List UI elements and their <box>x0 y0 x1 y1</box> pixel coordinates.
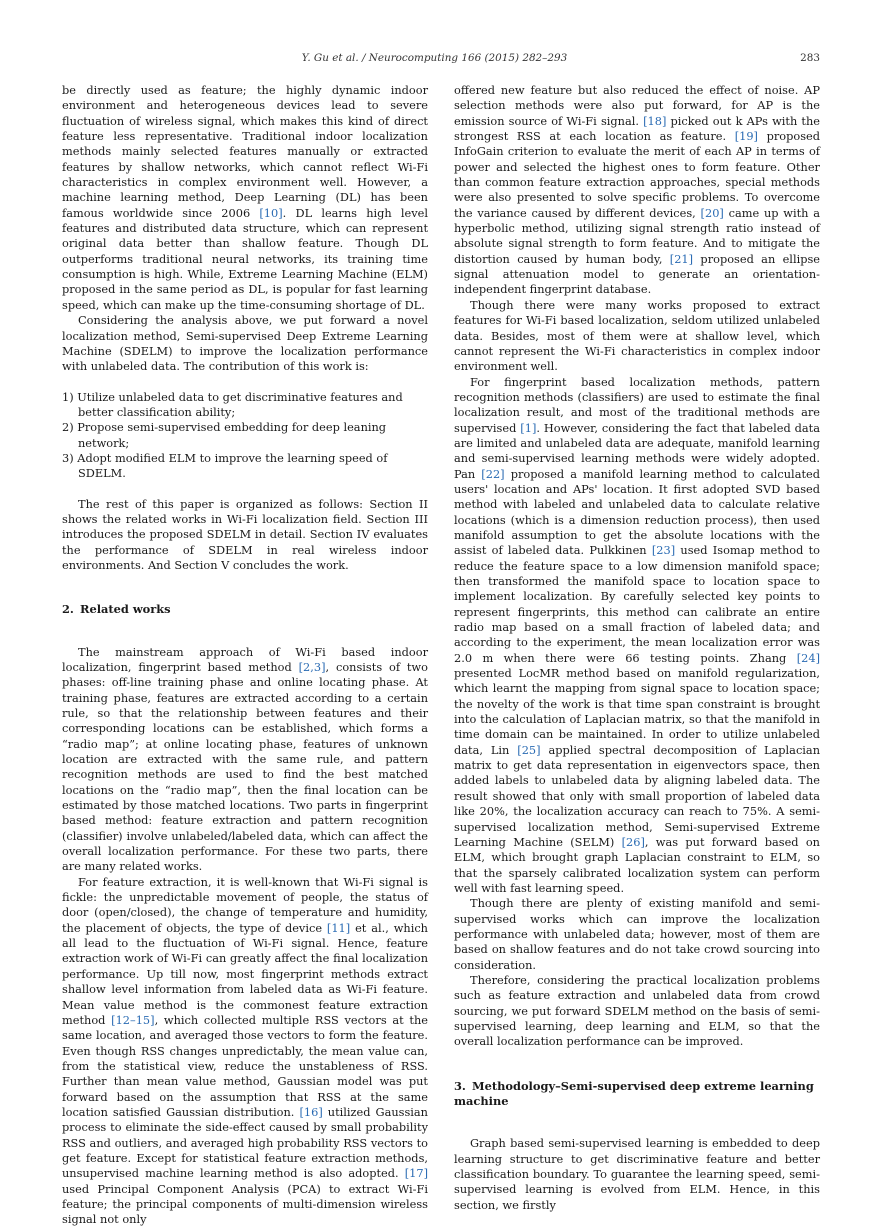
paragraph <box>62 83 428 313</box>
right-column <box>454 83 820 1213</box>
page-number: 283 <box>800 52 820 64</box>
paragraph <box>62 645 428 875</box>
citation-link[interactable]: [26] <box>621 834 645 849</box>
list-item: 1) Utilize unlabeled data to get discriminative features and better classification ability; <box>62 389 403 419</box>
citation-link[interactable]: [25] <box>517 742 541 757</box>
text-run: presented LocMR method based on manifold regularization, which learnt the mapping from signal space to location space; the novelty of the work is that time span constraint is brought into the calculation of Laplacian matrix, so that the manifold in time domain can be maintained. In order to utilize unlabeled data, Lin <box>454 666 820 757</box>
citation-link[interactable]: [21] <box>669 251 694 266</box>
citation-link[interactable]: [22] <box>481 466 505 481</box>
text-run: used Isomap method to reduce the feature space to a low dimension manifold space; then transformed the manifold space to location space to implement localization. By carefully selected key points to represent fingerprints, this method can calibrate an entire radio map based on a small fraction of labeled data; and according to the experiment, the mean localization error was 2.0 m when there were 66 testing points. Zhang <box>454 543 820 665</box>
paragraph <box>454 375 820 897</box>
list-item: 2) Propose semi-supervised embedding for deep leaning network; <box>62 420 387 450</box>
paragraph <box>62 875 428 1228</box>
section-heading <box>62 602 428 617</box>
citation-link[interactable]: [24] <box>796 650 820 665</box>
text-run: proposed a manifold learning method to calculated users' location and APs' location. It first adopted SVD based method with labeled and unlabeled data to calculate relative locations (which is a dimension reduction process), then used manifold assumption to get the absolute locations with the assist of labeled data. Pulkkinen <box>454 466 820 558</box>
paragraph: Considering the analysis above, we put forward a novel localization method, Semi-supervised Deep Extreme Learning Machine (SDELM) to improve the localization performance with unlabeled data. The contribution of this work is: <box>62 313 428 374</box>
citation-link[interactable]: [16] <box>299 1104 323 1119</box>
citation-link[interactable]: [2,3] <box>298 659 326 674</box>
paragraph: Though there are plenty of existing manifold and semi-supervised works which can improve the localization performance with unlabeled data; however, most of them are based on shallow features and do not take crowd sourcing into consideration. <box>454 896 820 972</box>
section-number: 3. <box>454 1078 466 1093</box>
text-run: , consists of two phases: off-line training phase and online locating phase. At training phase, features are extracted according to a certain rule, so that the relationship between features and their corresponding locations can be established, which forms a “radio map”; at online locating phase, features of unknown location are extracted with the same rule, and pattern recognition methods are used to find the best matched locations on the “radio map”, then the final location can be estimated by those matched locations. Two parts in fingerprint based method: feature extraction and pattern recognition (classifier) involve unlabeled/labeled data, which can affect the overall localization performance. For these two parts, there are many related works. <box>62 659 428 874</box>
section-title: Related works <box>80 602 171 617</box>
text-run: used Principal Component Analysis (PCA) to extract Wi-Fi feature; the principal components of multi-dimension wireless signal not only <box>62 1181 428 1227</box>
paragraph: Graph based semi-supervised learning is embedded to deep learning structure to get discriminative feature and better classification boundary. To guarantee the learning speed, semi-supervised learning is evolved from ELM. Hence, in this section, we firstly <box>454 1136 820 1212</box>
text-run: et al., which all lead to the fluctuation of Wi-Fi signal. Hence, feature extraction work of Wi-Fi can greatly affect the final localization performance. Up till now, most fingerprint methods extract shallow level information from labeled data as Wi-Fi feature. Mean value method is the commonest feature extraction method <box>62 920 428 1027</box>
citation-link[interactable]: [23] <box>651 543 676 558</box>
text-run: , was put forward based on ELM, which brought graph Laplacian constraint to ELM, so that the sparsely calibrated localization system can perform well with fast learning speed. <box>454 834 820 895</box>
citation-link[interactable]: [1] <box>520 420 537 435</box>
text-run: applied spectral decomposition of Laplacian matrix to get data representation in eigenvectors space, then added labels to unlabeled data by aligning labeled data. The result showed that only with small proportion of labeled data like 20%, the localization accuracy can reach to 75%. A semi-supervised localization method, Semi-supervised Extreme Learning Machine (SELM) <box>454 742 820 849</box>
text-run: utilized Gaussian process to eliminate the side-effect caused by small probability RSS and outliers, and averaged high probability RSS vectors to get feature. Except for statistical feature extraction methods, unsupervised machine learning method is also adopted. <box>62 1104 428 1181</box>
section-heading <box>454 1079 820 1110</box>
section-title: Methodology–Semi-supervised deep extreme learning machine <box>454 1078 814 1108</box>
text-run: be directly used as feature; the highly dynamic indoor environment and heterogeneous devices lead to severe fluctuation of wireless signal, which makes this kind of direct feature less representative. Traditional indoor localization methods mainly selected features manually or extracted features by shallow networks, which cannot reflect Wi-Fi characteristics in complex environment well. However, a machine learning method, Deep Learning (DL) has been famous worldwide since 2006 <box>62 83 428 220</box>
journal-citation: Y. Gu et al. / Neurocomputing 166 (2015) 282–293 <box>301 52 568 64</box>
text-run: offered new feature but also reduced the effect of noise. AP selection methods were also put forward, for AP is the emission source of Wi-Fi signal. <box>454 83 820 128</box>
text-run: For fingerprint based localization methods, pattern recognition methods (classifiers) are used to estimate the final localization result, and most of the traditional methods are supervised <box>454 374 820 435</box>
text-run: For feature extraction, it is well-known that Wi-Fi signal is fickle: the unpredictable movement of people, the status of door (open/closed), the change of temperature and humidity, the placement of objects, the type of device <box>62 874 428 935</box>
citation-link[interactable]: [18] <box>643 113 667 128</box>
text-run: came up with a hyperbolic method, utilizing signal strength ratio instead of absolute signal strength to form feature. And to mitigate the distortion caused by human body, <box>454 205 820 266</box>
citation-link[interactable]: [20] <box>700 205 724 220</box>
text-run: The mainstream approach of Wi-Fi based indoor localization, fingerprint based method <box>62 644 428 674</box>
paragraph: Though there were many works proposed to extract features for Wi-Fi based localization, seldom utilized unlabeled data. Besides, most of them were at shallow level, which cannot represent the Wi-Fi characteristics in complex indoor environment well. <box>454 297 820 374</box>
text-run: . DL learns high level features and distributed data structure, which can represent original data better than shallow feature. Though DL outperforms traditional neural networks, its training time consumption is high. While, Extreme Learning Machine (ELM) proposed in the same period as DL, is popular for fast learning speed, which can make up the time-consuming shortage of DL. <box>62 205 428 312</box>
text-run: . However, considering the fact that labeled data are limited and unlabeled data are adequate, manifold learning and semi-supervised learning methods were widely adopted. Pan <box>454 420 820 481</box>
citation-link[interactable]: [19] <box>734 129 758 144</box>
text-run: , which collected multiple RSS vectors at the same location, and averaged those vectors to form the feature. Even though RSS changes unpredictably, the mean value can, from the statistical view, reduce the unstableness of RSS. Further than mean value method, Gaussian model was put forward based on the assumption that RSS at the same location satisfied Gaussian distribution. <box>62 1012 428 1119</box>
citation-link[interactable]: [12–15] <box>111 1012 155 1027</box>
list-item: 3) Adopt modified ELM to improve the learning speed of SDELM. <box>62 450 388 481</box>
text-run: proposed InfoGain criterion to evaluate the merit of each AP in terms of power and selected the highest ones to form feature. Other than common feature extraction approaches, special methods were also presented to solve specific problems. To overcome the variance caused by different devices, <box>454 129 820 220</box>
contribution-list <box>62 390 428 482</box>
paragraph: The rest of this paper is organized as follows: Section II shows the related works in Wi-Fi localization field. Section III introduces the proposed SDELM in detail. Section IV evaluates the performance of SDELM in real wireless indoor environments. And Section V concludes the work. <box>62 496 428 572</box>
left-column <box>62 83 428 1228</box>
paragraph: Therefore, considering the practical localization problems such as feature extraction and unlabeled data from crowd sourcing, we put forward SDELM method on the basis of semi-supervised learning, deep learning and ELM, so that the overall localization performance can be improved. <box>454 972 820 1049</box>
text-run: picked out k APs with the strongest RSS at each location as feature. <box>454 113 820 144</box>
citation-link[interactable]: [17] <box>404 1166 428 1181</box>
citation-link[interactable]: [11] <box>326 920 351 935</box>
section-number: 2. <box>62 602 74 617</box>
citation-link[interactable]: [10] <box>259 205 283 220</box>
text-run: proposed an ellipse signal attenuation model to generate an orientation-independent fingerprint database. <box>454 251 820 297</box>
paragraph <box>454 83 820 298</box>
